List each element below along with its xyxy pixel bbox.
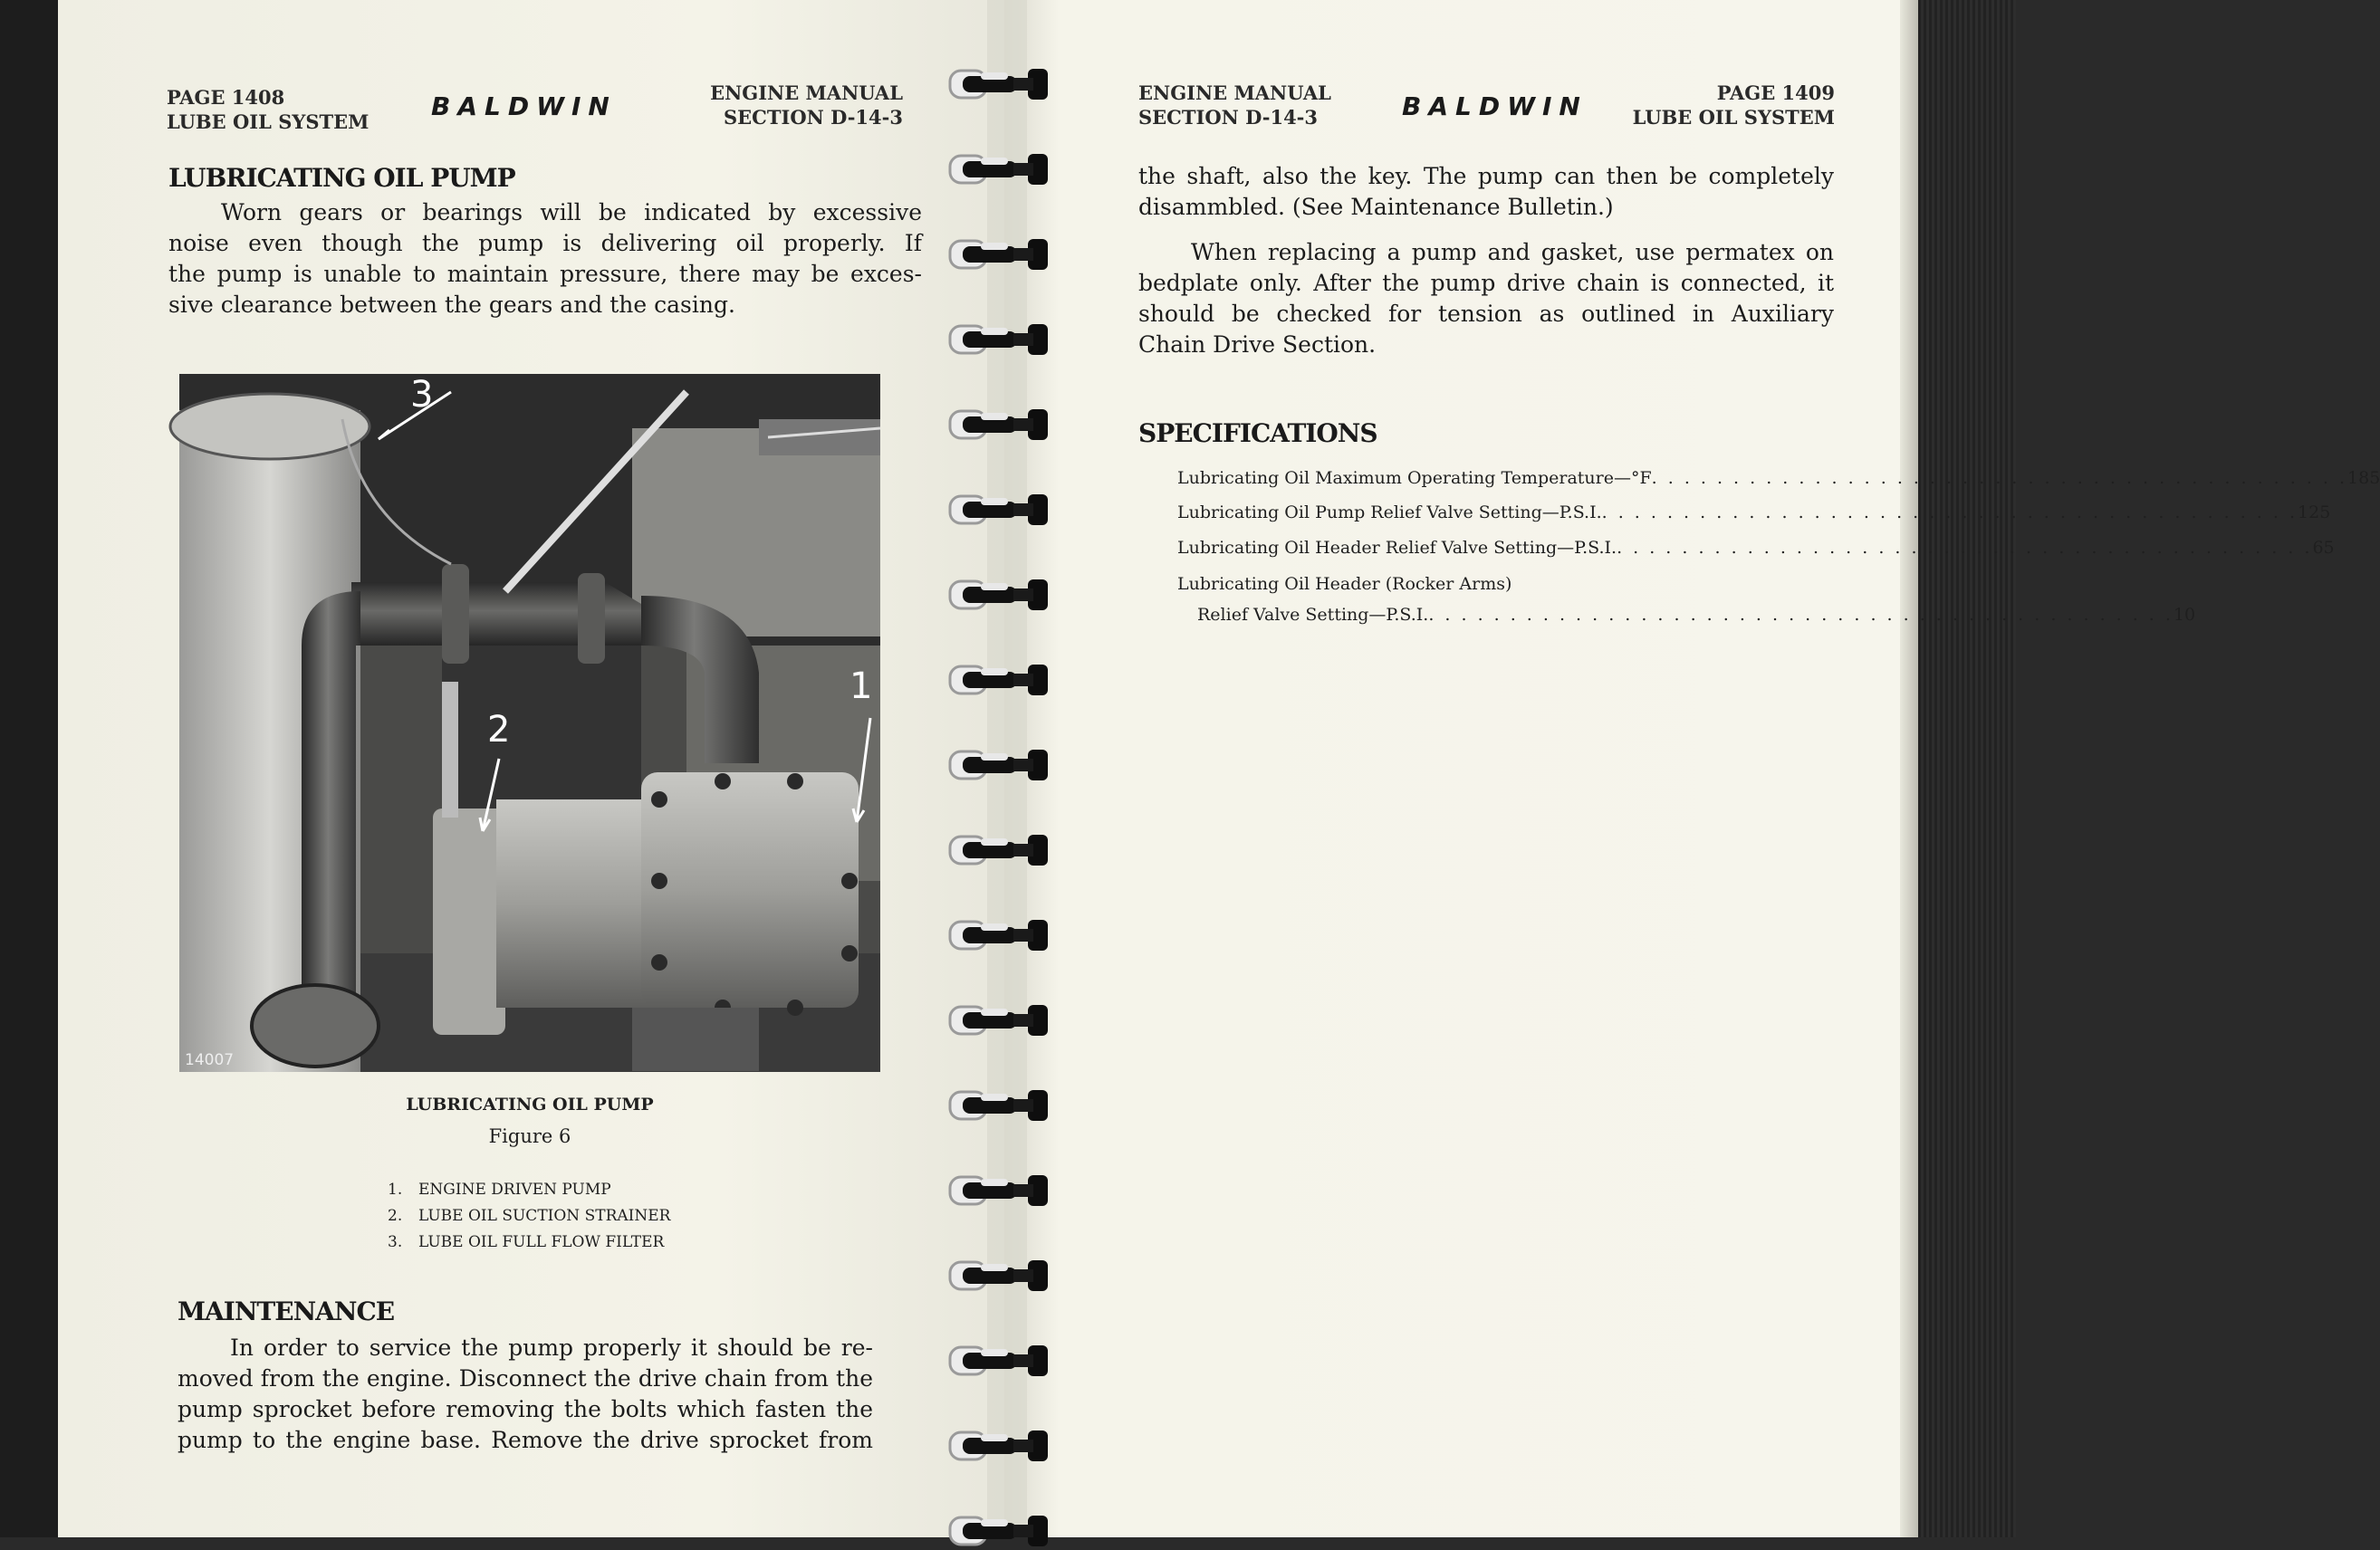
paragraph-line: In order to service the pump properly it should be re-	[230, 1335, 873, 1361]
right-manual-name: ENGINE MANUAL	[1138, 81, 1331, 104]
spec-value: 185	[2347, 468, 2380, 488]
binding-coil	[945, 1342, 1059, 1380]
callout-1: 1	[849, 665, 873, 707]
left-system-name: LUBE OIL SYSTEM	[167, 110, 369, 133]
replacing-paragraph	[1138, 237, 1834, 360]
maintenance-paragraph	[178, 1333, 873, 1456]
binding-coil	[945, 235, 1059, 273]
binding-coil	[945, 831, 1059, 869]
left-section-name: SECTION D-14-3	[723, 106, 903, 129]
binding-coil	[945, 1001, 1059, 1039]
paragraph-line: When replacing a pump and gasket, use permatex on	[1191, 239, 1834, 265]
legend-item: 2. LUBE OIL SUCTION STRAINER	[388, 1207, 671, 1225]
left-header-manual-block	[710, 81, 903, 129]
right-page-number: PAGE 1409	[1716, 81, 1835, 104]
left-brand: BALDWIN	[431, 91, 617, 121]
binding-coil	[945, 1086, 1059, 1124]
lubricating-pump-paragraph	[168, 197, 922, 321]
binding-coil	[945, 406, 1059, 444]
right-brand: BALDWIN	[1402, 91, 1588, 121]
left-header-page-block	[167, 85, 369, 134]
paragraph-line: bedplate only. After the pump drive chain is connected, it	[1138, 270, 1834, 296]
binding-coil	[945, 491, 1059, 529]
paragraph-line: noise even though the pump is delivering oil properly. If	[168, 230, 922, 256]
legend-item: 3. LUBE OIL FULL FLOW FILTER	[388, 1233, 665, 1251]
spec-value: 65	[2312, 538, 2335, 558]
callout-2: 2	[487, 709, 511, 751]
binding-coil	[945, 576, 1059, 614]
paragraph-line: Worn gears or bearings will be indicated by excessive	[221, 199, 922, 225]
figure-legend	[388, 1177, 670, 1256]
specifications-heading: SPECIFICATIONS	[1138, 418, 1377, 448]
lubricating-oil-pump-heading: LUBRICATING OIL PUMP	[168, 163, 515, 193]
callout-3: 3	[410, 374, 434, 416]
figure-label: Figure 6	[488, 1125, 571, 1147]
paragraph-line: the shaft, also the key. The pump can then be completely	[1138, 163, 1834, 189]
spec-label: Lubricating Oil Header (Rocker Arms)	[1177, 574, 1512, 594]
binding-coil	[945, 150, 1059, 188]
leader-dots: . . . . . . . . . . . . . . . . . . . . . . . . . . . . . . . . . . . . . . . . . . .	[1651, 468, 2348, 488]
continued-paragraph	[1138, 161, 1834, 223]
spec-label: Lubricating Oil Header Relief Valve Setting—P.S.I.	[1177, 538, 1617, 558]
binding-coil	[945, 65, 1059, 103]
spec-value: 10	[2173, 605, 2196, 625]
paragraph-line: pump sprocket before removing the bolts which fasten the	[178, 1396, 873, 1422]
spec-label: Lubricating Oil Maximum Operating Temperature—°F	[1177, 468, 1652, 488]
leader-dots: . . . . . . . . . . . . . . . . . . . . . . . . . . . . . . . . . . . . . . . . . . .	[1617, 538, 2313, 558]
left-manual-name: ENGINE MANUAL	[710, 81, 903, 104]
book-cover-right	[1918, 0, 2016, 1537]
left-page-number: PAGE 1408	[167, 86, 285, 109]
spec-value: 125	[2298, 502, 2331, 522]
pump-photograph	[179, 374, 880, 1072]
right-page	[1004, 0, 1918, 1537]
binding-coil	[945, 1172, 1059, 1210]
spec-row	[1177, 536, 2335, 560]
spec-row	[1177, 466, 2380, 490]
binding-coil	[945, 1257, 1059, 1295]
leader-dots: . . . . . . . . . . . . . . . . . . . . . . . . . . . . . . . . . . . . . . . . . . . . . .	[1428, 605, 2174, 625]
binding-coil	[945, 321, 1059, 359]
leader-dots: . . . . . . . . . . . . . . . . . . . . . . . . . . . . . . . . . . . . . . . . . . .	[1601, 502, 2298, 522]
binding-coil	[945, 746, 1059, 784]
paragraph-line: the pump is unable to maintain pressure, there may be exces-	[168, 261, 922, 287]
right-system-name: LUBE OIL SYSTEM	[1632, 106, 1835, 129]
spec-row	[1177, 572, 1834, 596]
right-section-name: SECTION D-14-3	[1138, 106, 1319, 129]
binding-coil	[945, 1427, 1059, 1465]
spec-label: Relief Valve Setting—P.S.I.	[1197, 605, 1429, 625]
legend-item: 1. ENGINE DRIVEN PUMP	[388, 1181, 611, 1199]
binding-coil	[945, 1512, 1059, 1550]
book-cover-left	[0, 0, 58, 1537]
paragraph-line: should be checked for tension as outlined in Auxiliary	[1138, 301, 1834, 327]
spec-row	[1197, 603, 2196, 627]
figure-title: LUBRICATING OIL PUMP	[406, 1095, 654, 1115]
pump-photo-illustration	[179, 374, 880, 1072]
paragraph-line: Chain Drive Section.	[1138, 331, 1377, 358]
photo-number: 14007	[185, 1051, 235, 1069]
paragraph-line: sive clearance between the gears and the casing.	[168, 292, 735, 318]
binding-coil	[945, 661, 1059, 699]
binding-coil	[945, 916, 1059, 954]
paragraph-line: disammbled. (See Maintenance Bulletin.)	[1138, 194, 1614, 220]
right-header-manual-block	[1138, 81, 1331, 129]
spec-label: Lubricating Oil Pump Relief Valve Setting—P.S.I.	[1177, 502, 1602, 522]
maintenance-heading: MAINTENANCE	[178, 1296, 395, 1326]
right-header-page-block	[1630, 81, 1835, 129]
spec-row	[1177, 501, 2331, 524]
paragraph-line: pump to the engine base. Remove the drive sprocket from	[178, 1427, 873, 1453]
paragraph-line: moved from the engine. Disconnect the drive chain from the	[178, 1365, 873, 1392]
right-page-edge	[1900, 0, 1918, 1537]
